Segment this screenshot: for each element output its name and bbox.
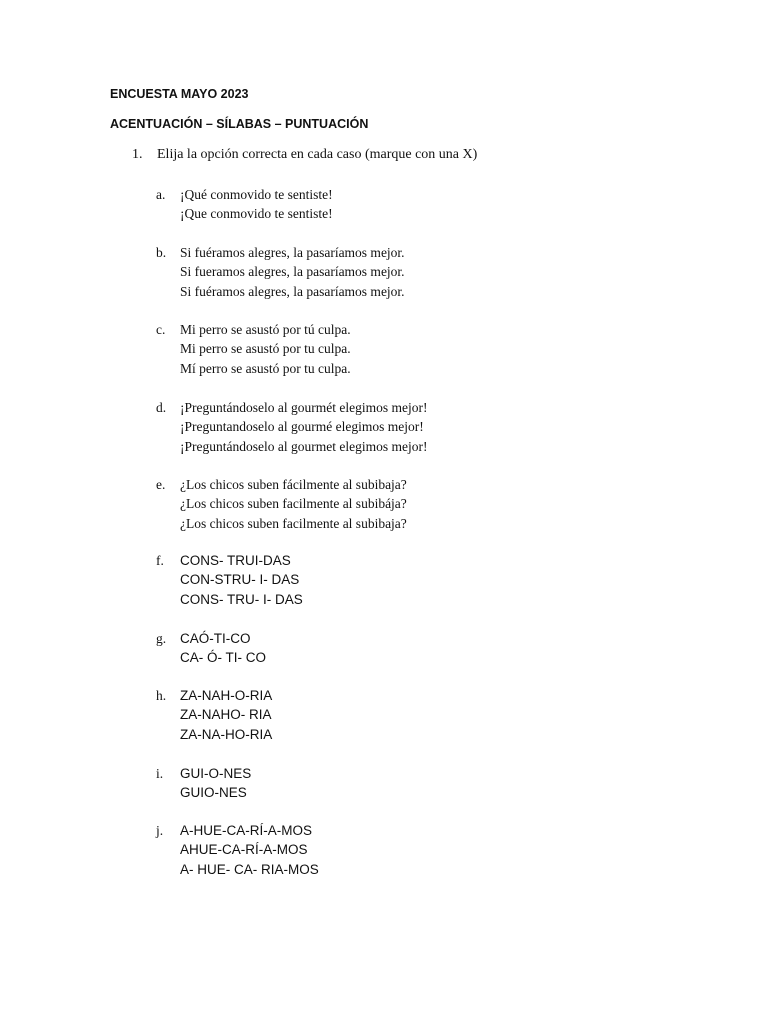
item-letter: f. <box>156 553 164 568</box>
option[interactable]: A-HUE-CA-RÍ-A-MOS <box>180 823 312 838</box>
option[interactable]: A- HUE- CA- RIA-MOS <box>180 861 319 877</box>
option[interactable]: CA- Ó- TI- CO <box>180 650 266 666</box>
option[interactable]: ZA-NAHO- RIA <box>180 707 272 723</box>
option[interactable]: CONS- TRU- I- DAS <box>180 591 303 607</box>
question-1 <box>132 147 477 163</box>
option[interactable]: Si fuéramos alegres, la pasaríamos mejor. <box>180 245 405 260</box>
question-number: 1. <box>132 147 143 162</box>
option[interactable]: CONS- TRUI-DAS <box>180 553 291 568</box>
item-letter: c. <box>156 322 166 337</box>
option[interactable]: ¿Los chicos suben facilmente al subibája? <box>180 496 407 512</box>
document-title: ENCUESTA MAYO 2023 <box>110 87 249 101</box>
option[interactable]: Mí perro se asustó por tu culpa. <box>180 360 351 376</box>
question-text: Elija la opción correcta en cada caso (marque con una X) <box>157 147 478 162</box>
option[interactable]: ZA-NAH-O-RIA <box>180 688 273 703</box>
option[interactable]: Si fueramos alegres, la pasaríamos mejor. <box>180 264 405 280</box>
option[interactable]: ¡Preguntándoselo al gourmét elegimos mejor! <box>180 400 428 415</box>
option[interactable]: ¡Qué conmovido te sentiste! <box>180 187 333 202</box>
option[interactable]: CAÓ-TI-CO <box>180 631 251 646</box>
option[interactable]: ¡Preguntandoselo al gourmé elegimos mejor! <box>180 419 424 435</box>
item-letter: i. <box>156 766 164 781</box>
option[interactable]: GUIO-NES <box>180 785 247 801</box>
option[interactable]: ¿Los chicos suben fácilmente al subibaja? <box>180 477 407 492</box>
option[interactable]: ¡Preguntándoselo al gourmet elegimos mejor! <box>180 438 428 454</box>
option[interactable]: ZA-NA-HO-RIA <box>180 726 273 742</box>
option[interactable]: CON-STRU- I- DAS <box>180 572 300 588</box>
option[interactable]: Mi perro se asustó por tú culpa. <box>180 322 351 337</box>
item-letter: j. <box>156 823 164 838</box>
option[interactable]: ¡Que conmovido te sentiste! <box>180 206 333 222</box>
item-letter: d. <box>156 400 167 415</box>
item-letter: b. <box>156 245 167 260</box>
option[interactable]: Si fuéramos alegres, la pasaríamos mejor. <box>180 283 405 299</box>
option[interactable]: AHUE-CA-RÍ-A-MOS <box>180 842 308 858</box>
section-heading: ACENTUACIÓN – SÍLABAS – PUNTUACIÓN <box>110 117 369 131</box>
option[interactable]: Mi perro se asustó por tu culpa. <box>180 341 351 357</box>
option[interactable]: GUI-O-NES <box>180 766 252 781</box>
item-letter: h. <box>156 688 167 703</box>
option[interactable]: ¿Los chicos suben facilmente al subibaja? <box>180 515 407 531</box>
item-letter: g. <box>156 631 167 646</box>
item-letter: a. <box>156 187 166 202</box>
item-letter: e. <box>156 477 166 492</box>
